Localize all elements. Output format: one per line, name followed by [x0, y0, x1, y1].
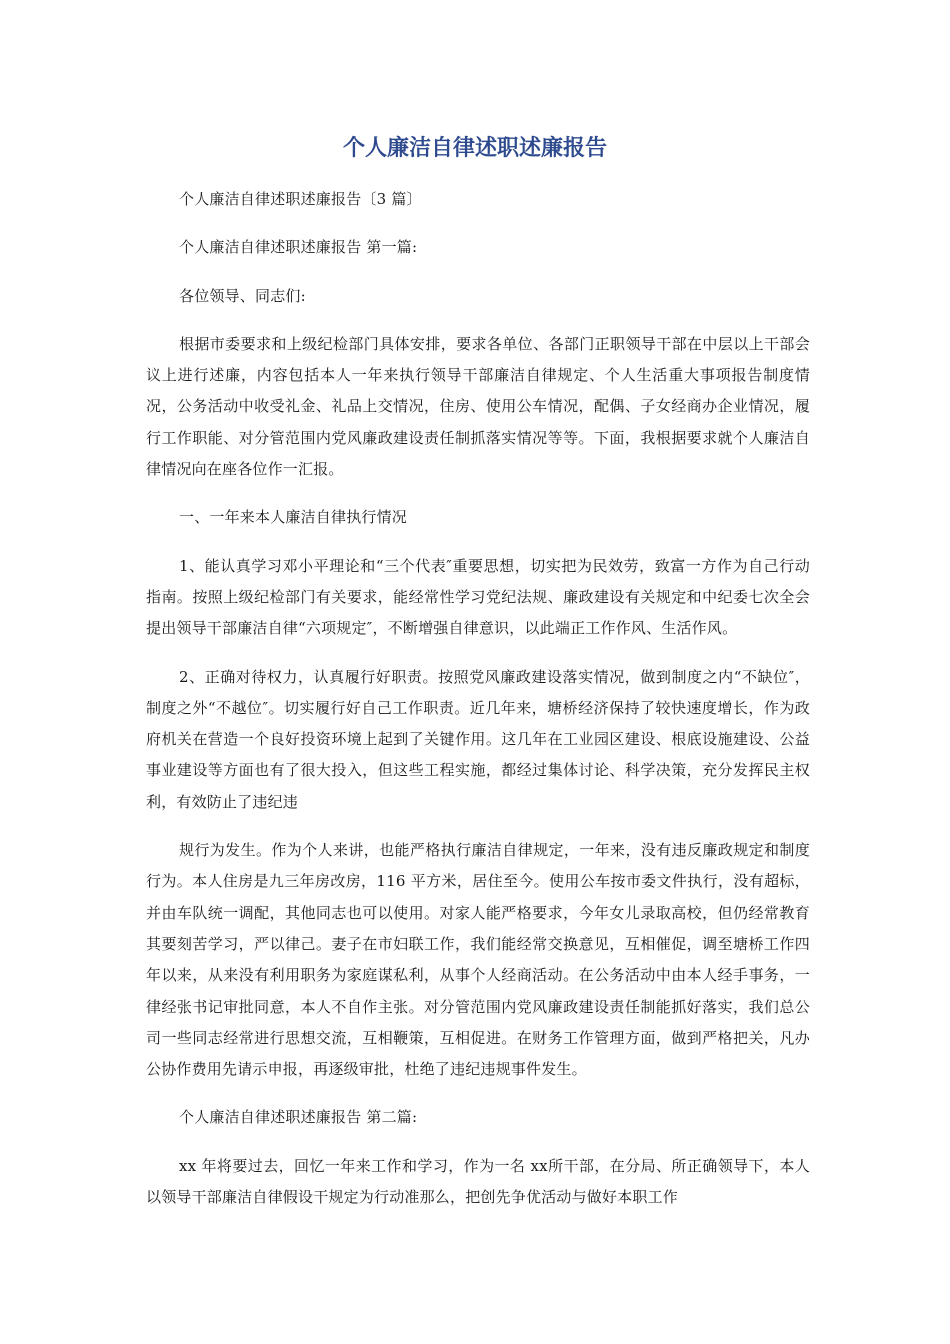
paragraph-intro: 根据市委要求和上级纪检部门具体安排，要求各单位、各部门正职领导干部在中层以上干部会议上进行述廉，内容包括本人一年来执行领导干部廉洁自律规定、个人生活重大事项报告制度情况，公务活动中收受礼金、礼品上交情况，住房、使用公车情况，配偶、子女经商办企业情况，履行工作职能、对分管范围内党风廉政建设责任制抓落实情况等等。下面，我根据要求就个人廉洁自律情况向在座各位作一汇报。: [146, 334, 810, 479]
document-title: 个人廉洁自律述职述廉报告: [342, 136, 607, 161]
paragraph-heading-part-1: 一、一年来本人廉洁自律执行情况: [179, 508, 408, 527]
paragraph-subtitle: 个人廉洁自律述职述廉报告〔3 篇〕: [179, 190, 422, 208]
paragraph-item-2-continued: 规行为发生。作为个人来讲，也能严格执行廉洁自律规定，一年来，没有违反廉政规定和制度行为。本人住房是九三年房改房，116 平方米，居住至今。使用公车按市委文件执行，没有超标，并由车队统一调配，其他同志也可以使用。对家人能严格要求，今年女儿录取高校，但仍经常教育其要刻苦学习，严以律己。妻子在市妇联工作，我们能经常交换意见，互相催促，调至塘桥工作四年以来，从来没有利用职务为家庭谋私利，从事个人经商活动。在公务活动中由本人经手事务，一律经张书记审批同意，本人不自作主张。对分管范围内党风廉政建设责任制能抓好落实，我们总公司一些同志经常进行思想交流，互相鞭策，互相促进。在财务工作管理方面，做到严格把关，凡办公协作费用先请示申报，再逐级审批，杜绝了违纪违规事件发生。: [146, 841, 810, 1079]
paragraph-second-report: xx 年将要过去，回忆一年来工作和学习，作为一名 xx所干部，在分局、所正确领导下，本人以领导干部廉洁自律假设干规定为行动准那么，把创先争优活动与做好本职工作: [146, 1156, 810, 1207]
paragraph-salutation: 各位领导、同志们:: [179, 286, 306, 305]
paragraph-item-2: 2、正确对待权力，认真履行好职责。按照党风廉政建设落实情况，做到制度之内“不缺位″，制度之外“不越位″。切实履行好自己工作职责。近几年来，塘桥经济保持了较快速度增长，作为政府机关在营造一个良好投资环境上起到了关键作用。这几年在工业园区建设、根底设施建设、公益事业建设等方面也有了很大投入，但这些工程实施，都经过集体讨论、科学决策，充分发挥民主权利，有效防止了违纪违: [146, 667, 810, 811]
paragraph-section-heading-2: 个人廉洁自律述职述廉报告 第二篇:: [179, 1108, 418, 1127]
paragraph-item-1: 1、能认真学习邓小平理论和“三个代表″重要思想，切实把为民效劳，致富一方作为自己行动指南。按照上级纪检部门有关要求，能经常性学习党纪法规、廉政建设有关规定和中纪委七次全会提出领导干部廉洁自律“六项规定″，不断增强自律意识，以此端正工作作风、生活作风。: [146, 556, 810, 638]
document-body: [146, 184, 810, 1230]
paragraph-section-heading-1: 个人廉洁自律述职述廉报告 第一篇:: [179, 238, 418, 257]
